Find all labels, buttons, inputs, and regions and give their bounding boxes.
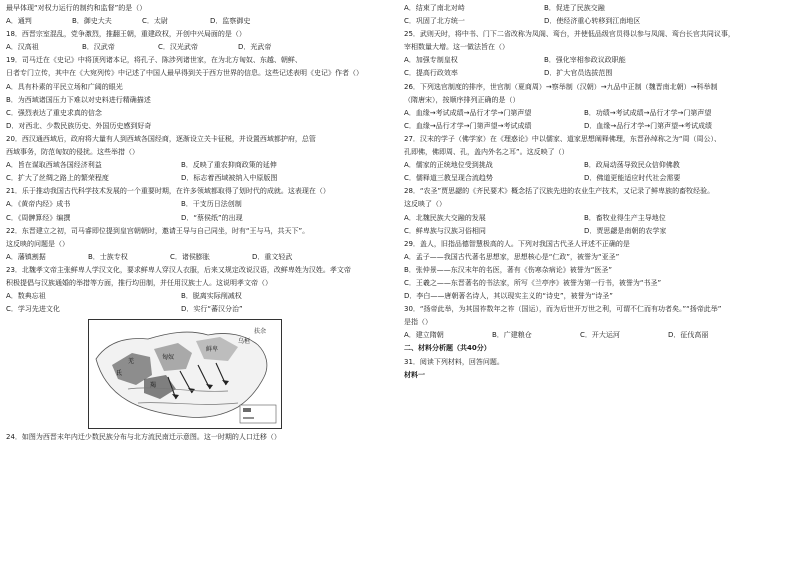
option: C．扩大了丝绸之路上的繁荣程度 <box>6 174 109 183</box>
option: C．巩固了北方统一 <box>404 17 465 26</box>
option: B．广建粮仓 <box>492 331 532 340</box>
option: A．孟子——我国古代著名思想家，思想核心是“仁政”，被誉为“亚圣” <box>404 252 620 261</box>
q20-options <box>6 159 381 172</box>
option: B．政局动荡导致民众信仰佛教 <box>584 161 680 170</box>
q26-options <box>404 107 779 120</box>
q21-options <box>6 212 381 225</box>
map-label: 氐 <box>116 370 123 378</box>
option: A．血缘→考试成绩→品行才学→门第声望 <box>404 108 532 117</box>
option: C．儒释道三教呈现合流趋势 <box>404 174 493 183</box>
q23-options <box>6 303 381 316</box>
q24-stem: 24．如图为西晋末年内迁少数民族分布与北方流民南迁示意图。这一时期的人口迁移（） <box>6 433 281 442</box>
q27-stem: 孔即佛，佛即周、孔，盖内外名之耳”。这反映了（） <box>404 148 569 157</box>
q29-stem: 29．盖人，旧指品德智慧极高的人。下列对我国古代圣人评述不正确的是 <box>404 239 630 248</box>
option: B．反映了重农抑商政策的延伸 <box>181 161 277 170</box>
map-label: 匈奴 <box>162 354 175 362</box>
q28-options <box>404 225 779 238</box>
map-label: 乌桓 <box>238 338 251 346</box>
option: B．功绩→考试成绩→品行才学→门第声望 <box>584 108 712 117</box>
option: B．畜牧业得生产主导地位 <box>584 213 666 222</box>
option: C．强烈表达了重史求真的信念 <box>6 108 102 117</box>
q25-stem: 25．武则天时，将中书、门下二省改称为凤阁、鸾台，并使低品级官员得以参与凤阁、鸾台长官共同议事， <box>404 30 735 39</box>
option: D．扩大官员选拔范围 <box>544 69 613 78</box>
map-figure <box>88 319 282 429</box>
option: B．强化宰相参政议政职能 <box>544 56 626 65</box>
option: C．开大运河 <box>580 331 620 340</box>
option: C．诸侯膨胀 <box>170 252 210 261</box>
option: D．实行“蕃汉分治” <box>181 305 243 314</box>
map-label: 羌 <box>128 358 135 366</box>
q22-options <box>6 251 381 264</box>
q27-options <box>404 159 779 172</box>
q28-stem: 28．“农圣”贾思勰的《齐民要术》概念括了汉族先进的农业生产技术，又记录了鲜卑族的畜牧经验。 <box>404 187 715 196</box>
q22-stem: 22．东晋建立之初，司马睿即位提到皇宫朝朝时，邀请王导与自己同坐，时有“王与马，共天下”。 <box>6 226 310 235</box>
q28-stem: 这反映了（） <box>404 200 446 209</box>
q21-options <box>6 198 381 211</box>
map-label: 鲜卑 <box>206 346 219 354</box>
option: A．数典忘祖 <box>6 292 46 301</box>
q19-stem: 日者专门立传，其中在《大宛列传》中记述了中国人最早得到关于西方世界的信息。这些记述表明《史记》作者（） <box>6 69 363 78</box>
option: D．重文轻武 <box>252 252 293 261</box>
option: A．汉高祖 <box>6 43 39 52</box>
q20-stem: 20．西汉通西域后，政府将大量有人到西域各国经商，逐渐设立关卡征税，并设置西域都护府，总管 <box>6 134 316 143</box>
q24-options <box>404 15 779 28</box>
option: A．藩镇割据 <box>6 252 46 261</box>
material-label: 材料一 <box>404 370 425 379</box>
q17-stem-tail: 最早体现“对权力运行的制约和监督”的是（） <box>6 4 147 12</box>
option: D．征伐高丽 <box>668 331 709 340</box>
q31-stem: 31．阅读下列材料，回答问题。 <box>404 357 504 366</box>
q28-options <box>404 212 779 225</box>
q17-options <box>6 15 381 28</box>
option: D．使经济重心转移到江南地区 <box>544 17 641 26</box>
option: B．御史大夫 <box>72 17 112 26</box>
section-heading: 二、材料分析题（共40分） <box>404 344 491 353</box>
q23-stem: 积极提倡与汉族通婚的举措等方面，推行均田制，并任用汉族士人。这说明孝文帝（） <box>6 278 272 287</box>
q23-options <box>6 290 381 303</box>
option: C．汉光武帝 <box>158 43 198 52</box>
option: C．学习先进文化 <box>6 305 60 314</box>
q25-options <box>404 67 779 80</box>
q18-options <box>6 41 381 54</box>
option: D．佛道更能适应时代社会需要 <box>584 174 681 183</box>
map-label: 羯 <box>150 382 157 390</box>
right-column <box>404 2 779 564</box>
q20-options <box>6 172 381 185</box>
option: D．贾思勰是南朝的农学家 <box>584 226 667 235</box>
option: D．“蔡侯纸”的出现 <box>181 213 243 222</box>
option: B．促进了民族交融 <box>544 4 605 12</box>
option: B．张仲景——东汉末年的名医，著有《伤寒杂病论》被誉为“医圣” <box>404 265 613 274</box>
option: D．对西北、少数民族历史、外国历史感到好奇 <box>6 121 152 130</box>
q27-options <box>404 172 779 185</box>
option: A．具有朴素的平民立场和广阔的眼光 <box>6 82 123 91</box>
option: A．《黄帝内经》成书 <box>6 200 71 209</box>
option: D．血缘→品行才学→门第声望→考试成绩 <box>584 121 712 130</box>
q27-stem: 27．汉末的学子（佛学家）在《理惑论》中以儒家、道家思想阐释佛理，东晋孙绰称之为“周（周公）、 <box>404 134 722 143</box>
q22-stem: 这反映的问题是（） <box>6 239 69 248</box>
option: C．鲜卑族与汉族习俗相同 <box>404 226 486 235</box>
option: B．为西域诸国压力下难以对史料进行精确描述 <box>6 95 151 104</box>
q26-options <box>404 120 779 133</box>
migration-map <box>88 319 282 429</box>
q25-options <box>404 54 779 67</box>
option: C．太尉 <box>142 17 168 26</box>
option: D．标志着西域被纳入中原版图 <box>181 174 278 183</box>
left-column <box>6 2 381 564</box>
option: A．北魏民族大交融的发展 <box>404 213 486 222</box>
option: A．加强专制皇权 <box>404 56 458 65</box>
option: D．监察御史 <box>210 17 251 26</box>
option: C．《周髀算经》编撰 <box>6 213 71 222</box>
q21-stem: 21．乐于推动我国古代科学技术发展的一个重要时期，在许多领域都取得了划时代的成就。这表现在（） <box>6 187 330 196</box>
option: D．光武帝 <box>238 43 272 52</box>
q24-options <box>404 2 779 15</box>
option: D．李白——唐朝著名诗人，其以现实主义的“诗史”，被誉为“诗圣” <box>404 292 613 301</box>
option: A．结束了南北对峙 <box>404 4 465 12</box>
option: A．儒家的正统地位受到挑战 <box>404 161 493 170</box>
q30-stem: 是指（） <box>404 318 432 327</box>
q30-options <box>404 329 779 342</box>
option: A．建立隋朝 <box>404 331 444 340</box>
q26-stem: （隋唐宋），按顺序排列正确的是（） <box>404 95 520 104</box>
option: C．血缘→品行才学→门第声望→考试成绩 <box>404 121 532 130</box>
option: B．脱离实际削减权 <box>181 292 242 301</box>
q18-stem: 18．西晋宗室混乱，党争激烈，推翻王朝，重建政权，开创中兴局面的是（） <box>6 30 246 39</box>
q20-stem: 西域事务，防范匈奴的侵扰。这些举措（） <box>6 148 139 157</box>
option: B．汉武帝 <box>82 43 115 52</box>
option: A．通判 <box>6 17 32 26</box>
q26-stem: 26．下列选官制度的排序，世官制（夏商周）→察举制（汉朝）→九品中正制（魏晋南北朝）→科举制 <box>404 82 718 91</box>
q19-stem: 19．司马迁在《史记》中将顶列诸本记，将孔子、陈涉列诸世家，在为北方匈奴、东越、朝鲜、 <box>6 56 302 65</box>
q23-stem: 23．北魏孝文帝主张鲜卑人学汉文化，要求鲜卑人穿汉人衣服，后来又规定改说汉语，改鲜卑姓为汉姓。孝文帝 <box>6 265 351 274</box>
map-label: 扶余 <box>254 328 267 336</box>
option: B．士族专权 <box>88 252 128 261</box>
option: A．旨在谋取西域各国经济利益 <box>6 161 102 170</box>
option: C．王羲之——东晋著名的书法家，所写《兰亭序》被誉为第一行书，被誉为“书圣” <box>404 278 662 287</box>
option: B．干支历日法创制 <box>181 200 242 209</box>
q30-stem: 30．“扬帝此举，为其国祚数年之祚（国运），而为后世开万世之利，可谓不仁而有功者矣。”“扬帝此举” <box>404 305 722 314</box>
q25-stem: 宰相数量大增。这一做法旨在（） <box>404 43 509 52</box>
option: C．提高行政效率 <box>404 69 458 78</box>
